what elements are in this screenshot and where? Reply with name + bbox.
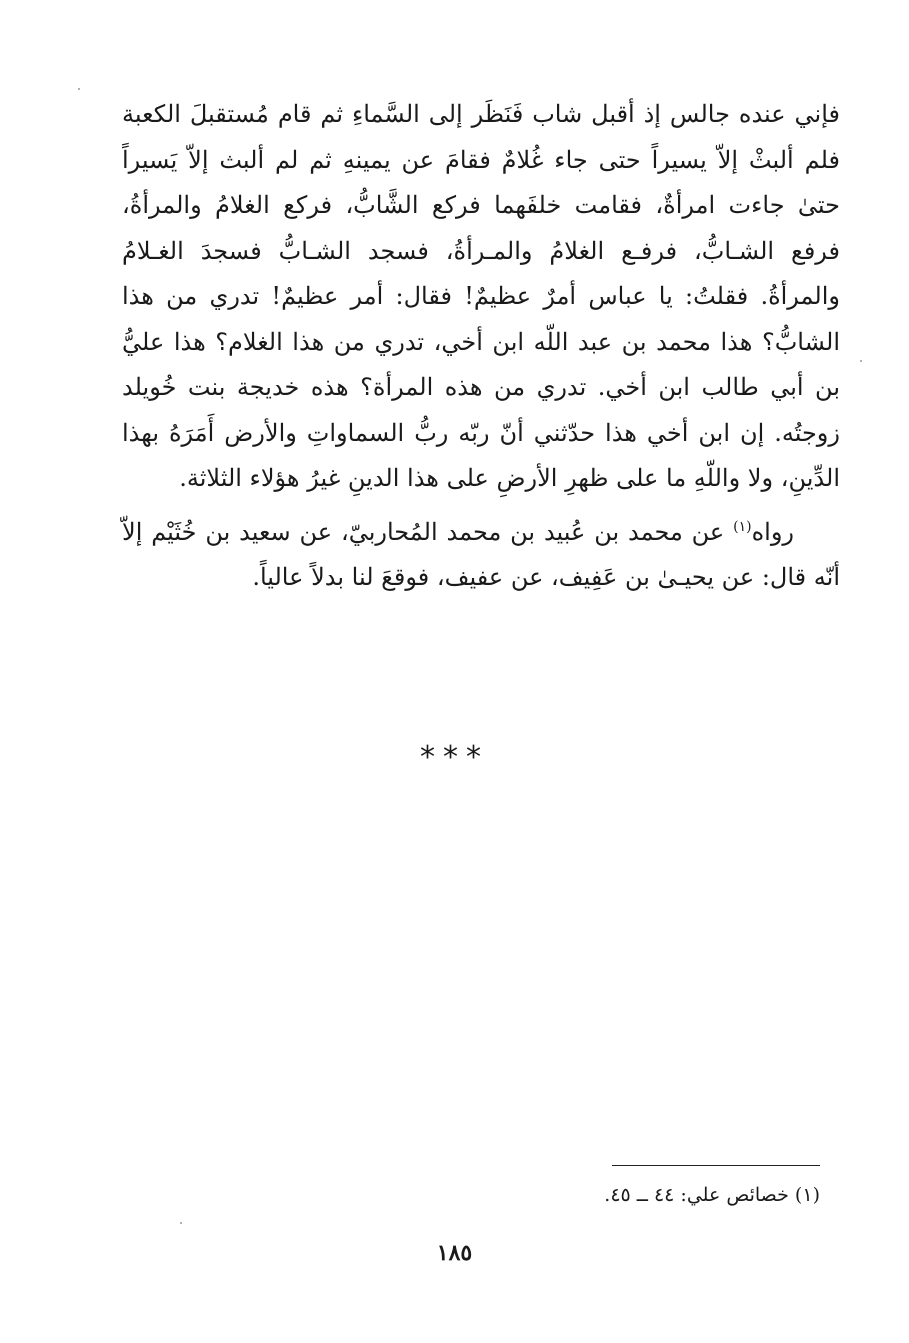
paragraph-hadith: فإني عنده جالس إذ أقبل شاب فَنَظَر إلى السَّماءِ ثم قام مُستقبلَ الكعبة فلم ألبثْ إلاّ يسيراً حتى جاء غُلامٌ فقامَ عن يمينهِ ثم لم ألبث إلاّ يَسيراً حتىٰ جاءت امرأةٌ، فقامت خلفَهما فركع الشَّابُّ، فركع الغلامُ والمرأةُ، فرفع الشـابُّ، فرفـع الغلامُ والمـرأةُ، فسجد الشـابُّ فسجدَ الغـلامُ والمرأةُ. فقلتُ: يا عباس أمرٌ عظيمٌ! فقال: أمر عظيمٌ! تدري من هذا الشابُّ؟ هذا محمد بن عبد اللّه ابن أخي، تدري من هذا الغلام؟ هذا عليُّ بن أبي طالب ابن أخي. تدري من هذه المرأة؟ هذه خديجة بنت خُويلد زوجتُه. إن ابن أخي هذا حدّثني أنّ ربّه ربُّ السماواتِ والأرض أَمَرَهُ بهذا الدِّينِ، ولا واللّهِ ما على ظهرِ الأرضِ على هذا الدينِ غيرُ هؤلاء الثلاثة. — [122, 100, 841, 492]
paragraph-narration — [122, 510, 840, 601]
footnote-ref: (١) — [733, 518, 752, 535]
narration-lead: رواه — [751, 517, 794, 546]
scan-speck — [860, 360, 862, 362]
scan-speck — [180, 1222, 182, 1224]
section-separator: *** — [420, 740, 489, 775]
main-text — [122, 92, 840, 601]
page-number: ١٨٥ — [436, 1240, 473, 1266]
scan-speck — [78, 88, 80, 90]
footnote: (١) خصائص علي: ٤٤ ــ ٤٥. — [604, 1184, 820, 1206]
narration-text: عن محمد بن عُبيد بن محمد المُحاربيّ، عن سعيد بن خُثَيْم إلاّ أنّه قال: عن يحيـىٰ بن عَفِيف، عن عفيف، فوقعَ لنا بدلاً عالياً. — [122, 517, 840, 591]
footnote-rule — [612, 1165, 820, 1166]
